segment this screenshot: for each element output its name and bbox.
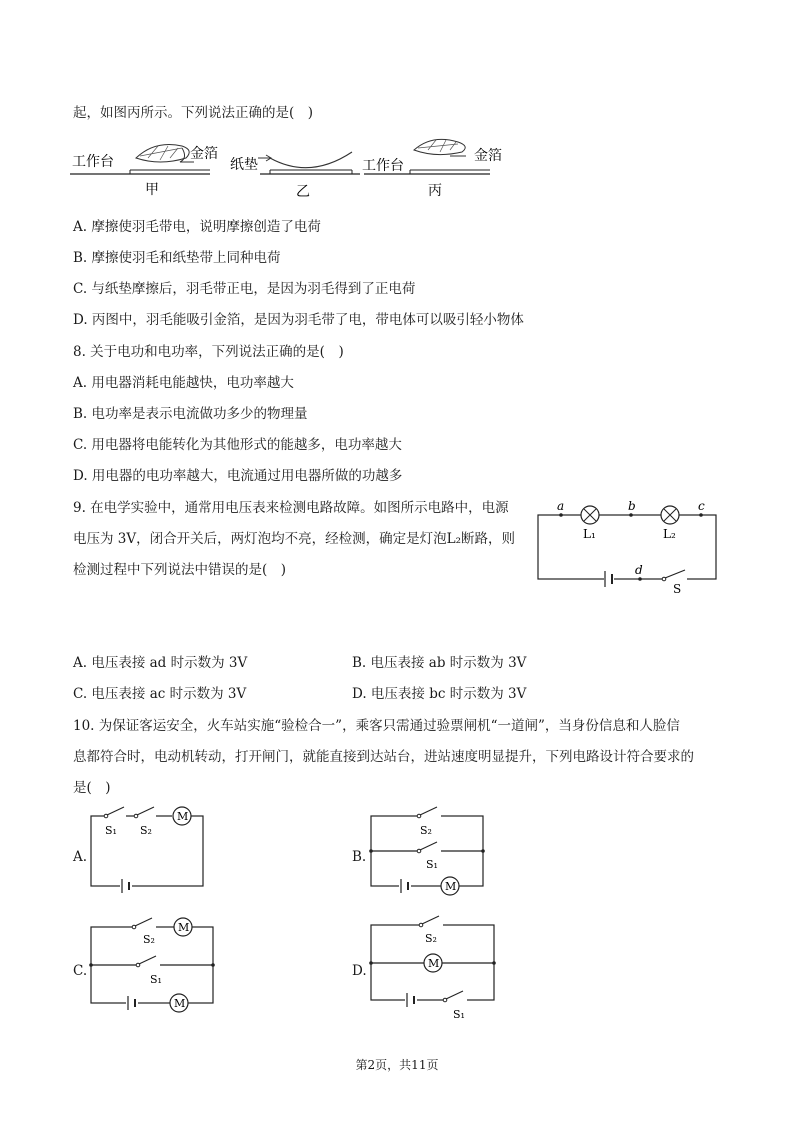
s1-label: S₁ — [453, 1008, 465, 1021]
s2-label: S₂ — [143, 933, 155, 946]
yi-left-label: 纸垫 — [230, 157, 258, 173]
q7-intro: 起，如图丙所示。下列说法正确的是( ) — [73, 105, 314, 121]
s2-label: S₂ — [420, 824, 432, 837]
node-c: c — [698, 499, 705, 513]
q10-circuit-c — [86, 910, 226, 1020]
q9-stem-line2: 电压为 3V，闭合开关后，两灯泡均不亮，经检测，确定是灯泡L₂断路，则 — [73, 531, 516, 547]
label-l1: L₁ — [583, 527, 596, 541]
node-b: b — [628, 499, 636, 513]
bing-caption: 丙 — [428, 183, 442, 199]
q9-circuit — [530, 498, 730, 598]
q10-stem-line1: 10. 为保证客运安全，火车站实施“验检合一”，乘客只需通过验票闸机“一道闸”，当身份信息和人脸信 — [73, 718, 680, 734]
q8-option-b: B. 电功率是表示电流做功多少的物理量 — [73, 406, 308, 422]
motor-label: M — [428, 957, 440, 970]
q10-stem-line2: 息都符合时，电动机转动，打开闸门，就能直接到达站台，进站速度明显提升，下列电路设计符合要求的 — [73, 749, 694, 765]
q7-option-c: C. 与纸垫摩擦后，羽毛带正电，是因为羽毛得到了正电荷 — [73, 281, 416, 297]
s2-label: S₂ — [425, 932, 437, 945]
q9-stem-line3: 检测过程中下列说法中错误的是( ) — [73, 562, 287, 578]
q7-option-d: D. 丙图中，羽毛能吸引金箔，是因为羽毛带了电，带电体可以吸引轻小物体 — [73, 312, 524, 328]
figure-jia — [70, 145, 218, 199]
jia-caption: 甲 — [145, 182, 159, 198]
node-a: a — [557, 499, 565, 513]
label-s: S — [673, 582, 682, 596]
jia-right-label: 金箔 — [190, 146, 218, 162]
q7-figure — [70, 136, 510, 202]
s1-label: S₁ — [105, 824, 117, 837]
motor-label: M — [177, 810, 189, 823]
q8-stem: 8. 关于电功和电功率，下列说法正确的是( ) — [73, 344, 344, 360]
q8-option-d: D. 用电器的电功率越大，电流通过用电器所做的功越多 — [73, 468, 403, 484]
q7-option-a: A. 摩擦使羽毛带电，说明摩擦创造了电荷 — [73, 219, 321, 235]
label-l2: L₂ — [663, 527, 676, 541]
q9-option-d: D. 电压表接 bc 时示数为 3V — [352, 686, 527, 702]
motor-label: M — [445, 880, 457, 893]
q10-stem-line3: 是( ) — [73, 780, 111, 796]
q9-option-c: C. 电压表接 ac 时示数为 3V — [73, 686, 247, 702]
q9-stem-line1: 9. 在电学实验中，通常用电压表来检测电路故障。如图所示电路中，电源 — [73, 500, 509, 516]
jia-left-label: 工作台 — [72, 154, 114, 170]
figure-bing — [362, 139, 502, 199]
figure-yi — [230, 152, 360, 200]
q8-option-a: A. 用电器消耗电能越快，电功率越大 — [73, 375, 294, 391]
q10-label-c: C. — [73, 963, 88, 979]
q9-option-b: B. 电压表接 ab 时示数为 3V — [352, 655, 527, 671]
s1-label: S₁ — [426, 858, 438, 871]
q8-option-c: C. 用电器将电能转化为其他形式的能越多，电功率越大 — [73, 437, 402, 453]
s2-label: S₂ — [140, 824, 152, 837]
motor-label: M — [174, 997, 186, 1010]
bing-left-label: 工作台 — [362, 158, 404, 174]
q10-label-a: A. — [73, 849, 88, 865]
s1-label: S₁ — [150, 973, 162, 986]
q10-circuit-d — [365, 910, 505, 1025]
q10-circuit-a — [86, 800, 216, 900]
q10-label-d: D. — [352, 963, 367, 979]
q10-circuit-b — [365, 800, 495, 900]
q10-label-b: B. — [352, 849, 367, 865]
bing-right-label: 金箔 — [474, 148, 502, 164]
page-footer: 第2页，共11页 — [355, 1058, 439, 1072]
motor-label: M — [178, 921, 190, 934]
node-d: d — [635, 563, 643, 577]
yi-caption: 乙 — [296, 184, 310, 200]
q9-option-a: A. 电压表接 ad 时示数为 3V — [73, 655, 248, 671]
q7-option-b: B. 摩擦使羽毛和纸垫带上同种电荷 — [73, 250, 281, 266]
